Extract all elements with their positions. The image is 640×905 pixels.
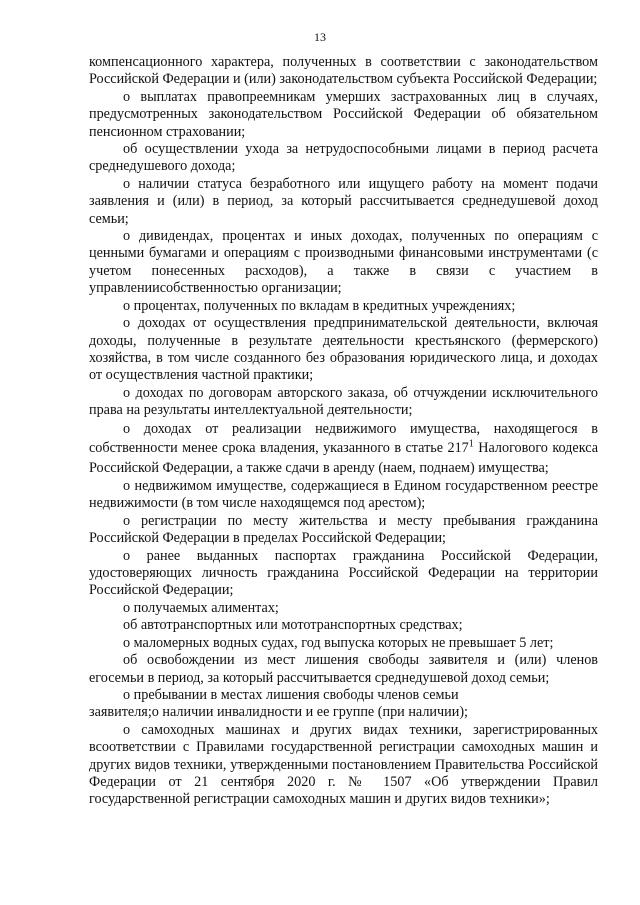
paragraph: о выплатах правопреемникам умерших застрахованных лиц в случаях, предусмотренных законодательством Российской Федерации об обязательном пенсионном страховании; bbox=[89, 88, 598, 140]
paragraph: о самоходных машинах и других видах техники, зарегистрированных всоответствии с Правилами государственной регистрации самоходных машин и других видов техники, утвержденными постановлением Правительства Российской Федерации от 21 сентября 2020 г. № 1507 «Об утверждении Правил государственной регистрации самоходных машин и других видов техники»; bbox=[89, 721, 598, 808]
paragraph: о процентах, полученных по вкладам в кредитных учреждениях; bbox=[123, 297, 516, 314]
paragraph: о маломерных водных судах, год выпуска которых не превышает 5 лет; bbox=[123, 634, 554, 651]
paragraph: о ранее выданных паспортах гражданина Российской Федерации, удостоверяющих личность гражданина Российской Федерации на территории Российской Федерации; bbox=[89, 547, 598, 599]
paragraph: об осуществлении ухода за нетрудоспособными лицами в период расчета среднедушевого дохода; bbox=[89, 141, 598, 175]
paragraph: о получаемых алиментах; bbox=[123, 599, 279, 616]
paragraph: компенсационного характера, полученных в соответствии с законодательством Российской Федерации и (или) законодательством субъекта Российской Федерации; bbox=[89, 54, 598, 88]
superscript-index: 1 bbox=[468, 438, 474, 450]
paragraph: о недвижимом имуществе, содержащиеся в Едином государственном реестре недвижимости (в том числе находящемся под арестом); bbox=[89, 478, 598, 512]
document-body bbox=[89, 54, 598, 809]
paragraph: об освобождении из мест лишения свободы заявителя и (или) членов егосемьи в период, за который рассчитывается среднедушевой доход семьи; bbox=[89, 652, 598, 686]
paragraph: о доходах от осуществления предпринимательской деятельности, включая доходы, полученные в результате деятельности крестьянского (фермерского) хозяйства, в том числе созданного без образования юридического лица, и доходах от осуществления частной практики; bbox=[89, 315, 598, 384]
paragraph-text-before: о доходах от реализации недвижимого имущества, находящегося в собственности менее срока владения, указанного в статье 217 bbox=[89, 420, 598, 457]
paragraph-with-footnote bbox=[89, 420, 598, 479]
paragraph: о наличии статуса безработного или ищущего работу на момент подачи заявления и (или) в период, за который рассчитывается среднедушевой доход семьи; bbox=[89, 175, 598, 227]
paragraph-text-after: Налогового кодекса Российской Федерации, а также сдачи в аренду (наем, поднаем) имущества; bbox=[89, 440, 598, 476]
paragraph: о регистрации по месту жительства и месту пребывания гражданина Российской Федерации в пределах Российской Федерации; bbox=[89, 512, 598, 547]
paragraph: об автотранспортных или мототранспортных средствах; bbox=[123, 617, 463, 634]
paragraph: о доходах по договорам авторского заказа, об отчуждении исключительного права на результаты интеллектуальной деятельности; bbox=[89, 384, 598, 419]
paragraph: заявителя;о наличии инвалидности и ее группе (при наличии); bbox=[89, 704, 468, 721]
page-number: 13 bbox=[314, 30, 326, 44]
paragraph: о пребывании в местах лишения свободы членов семьи bbox=[123, 686, 459, 703]
paragraph: о дивидендах, процентах и иных доходах, полученных по операциям с ценными бумагами и операциям с производными финансовыми инструментами (с учетом понесенных расходов), а также в связи с участием в управленииcобственностью организации; bbox=[89, 228, 598, 297]
